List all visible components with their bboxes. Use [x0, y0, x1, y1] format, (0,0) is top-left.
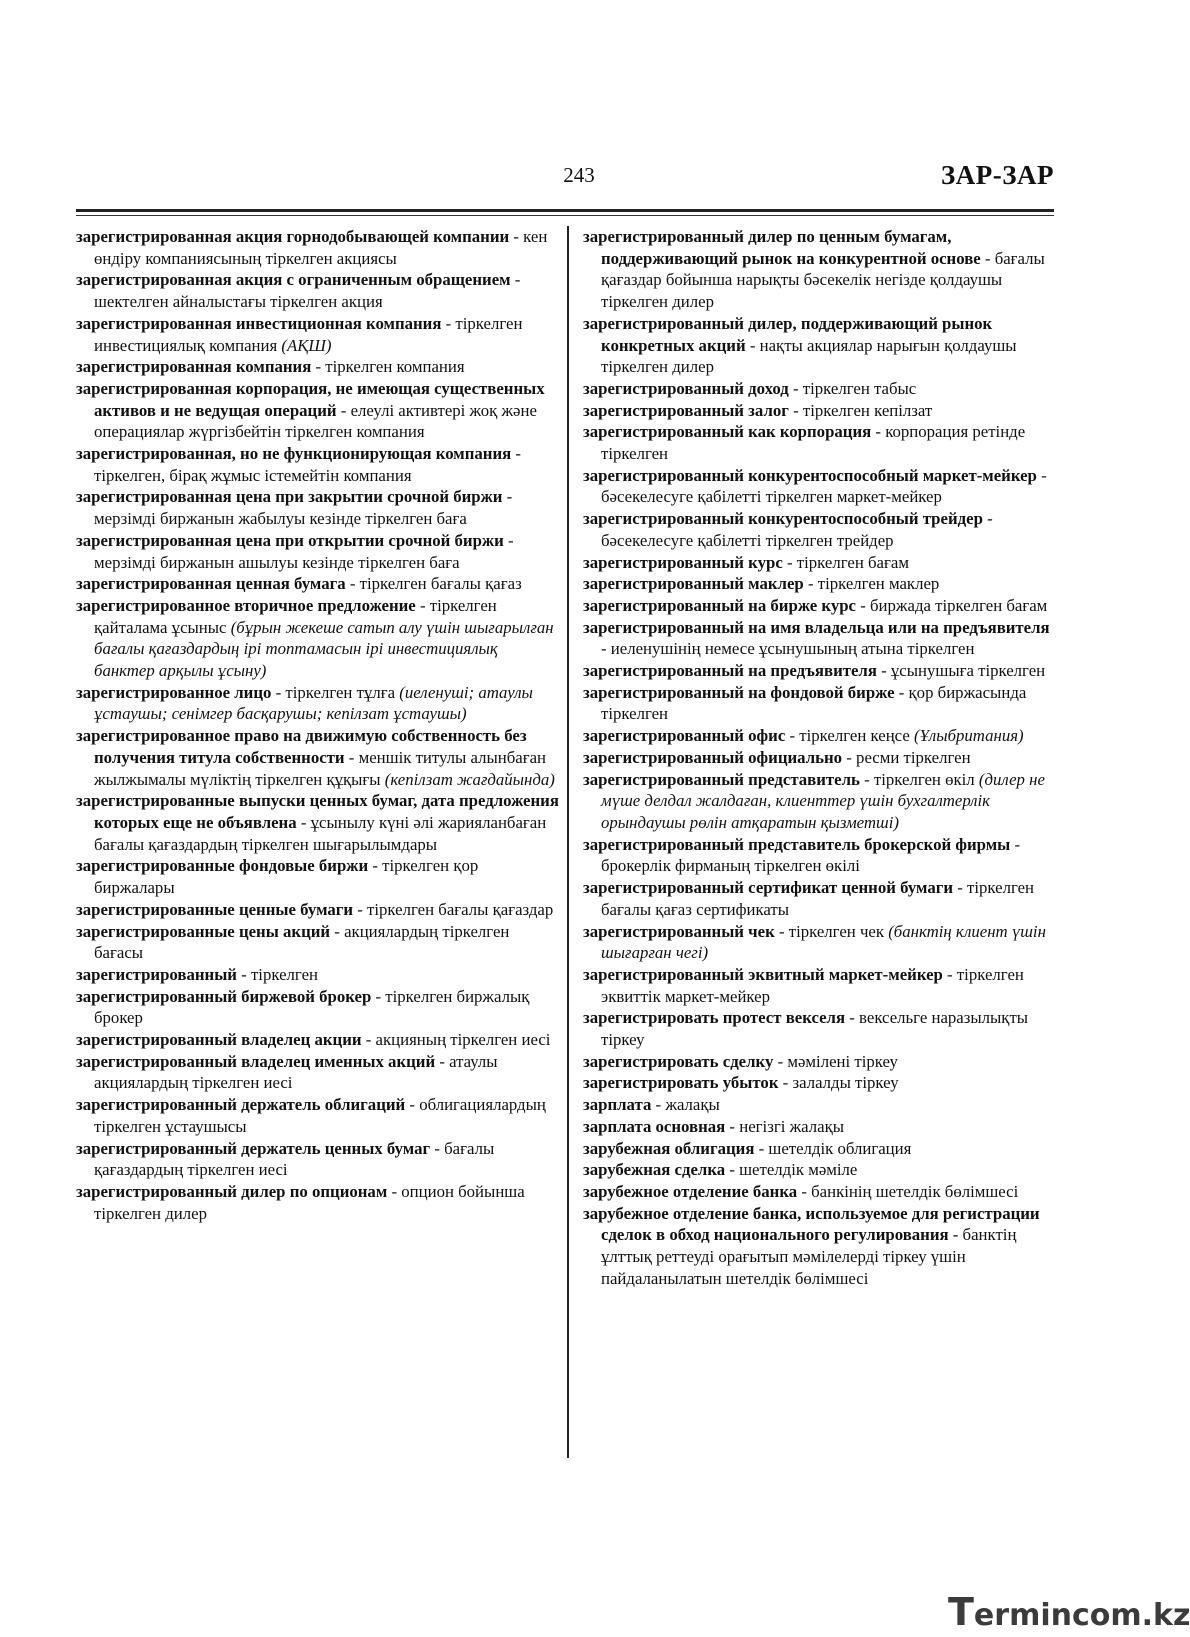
entry-term: зарегистрированный на фондовой бирже [583, 682, 895, 702]
entry-term: зарегистрированная акция горнодобывающей компании [76, 227, 510, 246]
entry-translation: тіркелген бағалы қағаздар [367, 899, 554, 919]
entry-term: зарегистрированный на бирже курс [583, 595, 857, 615]
entry-separator: - [725, 1116, 740, 1136]
dictionary-entry [583, 660, 1055, 682]
entry-separator: - [601, 639, 611, 659]
entry-translation: биржада тіркелген бағам [870, 595, 1048, 615]
entry-separator: - [1036, 465, 1047, 485]
entry-translation: тіркелген кеңсе [799, 726, 914, 746]
entry-translation: шетелдік мәміле [739, 1160, 858, 1180]
entry-separator: - [509, 227, 524, 246]
dictionary-entry [76, 443, 562, 486]
entry-term: зарегистрированная акция с ограниченным обращением [76, 270, 511, 290]
entry-separator: - [296, 812, 311, 832]
entry-term: зарегистрированный чек [583, 921, 775, 941]
dictionary-entry [583, 1072, 1055, 1094]
entry-translation: тіркелген қайталама ұсыныс [94, 595, 497, 637]
dictionary-entry [583, 1181, 1055, 1203]
entry-separator: - [651, 1095, 666, 1115]
entry-term: зарегистрированные ценные бумаги [76, 899, 354, 919]
dictionary-entry [583, 313, 1055, 378]
dictionary-entry [583, 573, 1055, 595]
entry-translation: банкінің шетелдік бөлімшесі [811, 1181, 1019, 1201]
entry-separator: - [415, 595, 430, 615]
entry-separator: - [845, 1008, 860, 1028]
entry-translation: кен өндіру компаниясының тіркелген акциясы [94, 227, 548, 268]
entry-translation: бағалы қағаздар бойынша нарықты бәсекелік негізде қолдаушы тіркелген дилер [601, 248, 1045, 312]
entry-translation: ұсынушыға тіркелген [890, 661, 1046, 681]
entry-translation: корпорация ретінде тіркелген [601, 422, 1026, 464]
right-column [583, 226, 1055, 1289]
entry-term: зарубежная облигация [583, 1138, 755, 1158]
dictionary-entry [583, 682, 1055, 725]
entry-translation: мәмілені тіркеу [787, 1051, 898, 1071]
entry-note: (АҚШ) [281, 335, 332, 355]
dictionary-entry [76, 986, 562, 1029]
entry-translation: тіркелген чек [788, 921, 889, 941]
entry-translation: мерзімді биржанын ашылуы кезінде тіркелген баға [94, 552, 460, 572]
entry-separator: - [344, 747, 359, 767]
dictionary-entry [76, 964, 562, 986]
entry-term: зарплата основная [583, 1116, 726, 1136]
entry-term: зарегистрированный эквитный маркет-мейкер [583, 964, 943, 984]
entry-translation: тіркелген [250, 964, 319, 984]
entry-separator: - [503, 530, 514, 550]
entry-separator: - [510, 270, 521, 290]
entry-separator: - [745, 335, 760, 355]
entry-translation: тіркелген компания [325, 357, 465, 377]
entry-separator: - [894, 682, 909, 702]
left-column [76, 226, 562, 1224]
dictionary-entry [583, 378, 1055, 400]
entry-separator: - [778, 1073, 793, 1093]
entry-translation: тіркелген табыс [802, 378, 917, 398]
entry-translation: ресми тіркелген [856, 747, 971, 767]
entry-translation: вексельге наразылықты тіркеу [601, 1008, 1029, 1050]
entry-translation: мерзімді биржанын жабылуы кезінде тіркелген баға [94, 509, 467, 529]
entry-term: зарегистрированный курс [583, 552, 783, 572]
entry-separator: - [788, 400, 803, 420]
dictionary-entry [583, 421, 1055, 464]
entry-translation: тіркелген инвестициялық компания [94, 313, 523, 355]
entry-term: зарубежная сделка [583, 1160, 726, 1180]
entry-term: зарегистрировать убыток [583, 1073, 779, 1093]
entry-translation: тіркелген бағалы қағаз сертификаты [601, 878, 1035, 919]
entry-term: зарегистрированный дилер, поддерживающий рынок конкретных акций [583, 313, 993, 355]
dictionary-entry [583, 465, 1055, 508]
entry-term: зарегистрированный на предъявителя [583, 661, 877, 681]
entry-translation: атаулы акциялардың тіркелген иесі [94, 1051, 498, 1093]
entry-separator: - [345, 574, 360, 594]
dictionary-entry [76, 356, 562, 378]
entry-separator: - [797, 1181, 812, 1201]
entry-separator: - [311, 357, 326, 377]
entry-term: зарегистрированное лицо [76, 682, 272, 702]
entry-separator: - [876, 661, 891, 681]
dictionary-entry [583, 964, 1055, 1007]
dictionary-entry [76, 725, 562, 790]
entry-separator: - [405, 1095, 420, 1115]
dictionary-entry [76, 1138, 562, 1181]
dictionary-entry [76, 1029, 562, 1051]
entry-separator: - [785, 726, 800, 746]
dictionary-entry [76, 486, 562, 529]
entry-separator: - [502, 487, 513, 507]
dictionary-entry [583, 1203, 1055, 1290]
entry-term: зарегистрировать протест векселя [583, 1008, 846, 1028]
entry-term: зарубежное отделение банка [583, 1181, 798, 1201]
entry-separator: - [953, 878, 967, 898]
entry-translation: бәсекелесуге қабілетті тіркелген трейдер [601, 530, 894, 550]
entry-separator: - [982, 509, 993, 529]
entry-separator: - [330, 921, 345, 941]
entry-translation: тіркелген тұлға [285, 682, 400, 702]
dictionary-entry [583, 552, 1055, 574]
entry-term: зарегистрированный офис [583, 726, 786, 746]
entry-translation: меншік титулы алынбаған жылжымалы мүліктің тіркелген құқығы [94, 747, 547, 789]
entry-translation: қор биржасында тіркелген [601, 682, 1027, 724]
entry-term: зарегистрированная цена при открытии срочной биржи [76, 530, 504, 550]
entry-term: зарегистрированный сертификат ценной бумаги [583, 878, 954, 898]
entry-term: зарегистрированная компания [76, 357, 312, 377]
entry-translation: негізгі жалақы [739, 1116, 845, 1136]
logo-wordmark: ermincom.kz [973, 1598, 1190, 1633]
entry-separator: - [856, 595, 870, 615]
entry-separator: - [236, 964, 251, 984]
entry-translation: облигациялардың тіркелген ұстаушысы [94, 1095, 546, 1136]
entry-translation: тіркелген, бірақ жұмыс істемейтін компания [94, 465, 412, 485]
dictionary-entry [76, 1051, 562, 1094]
entry-separator: - [361, 1030, 376, 1050]
dictionary-entry [76, 790, 562, 855]
entry-term: зарубежное отделение банка, используемое для регистрации сделок в обход национального регулирования [583, 1203, 1040, 1245]
entry-translation: тіркелген кепілзат [802, 400, 933, 420]
entry-translation: елеулі активтері жоқ және операциялар жүргізбейтін тіркелген компания [94, 400, 537, 442]
entry-term: зарегистрированные фондовые биржи [76, 856, 369, 876]
dictionary-entry [583, 877, 1055, 920]
entry-separator: - [980, 248, 995, 268]
entry-note: (иеленуші; атаулы ұстаушы; сенімгер басқарушы; кепілзат ұстаушы) [94, 682, 533, 724]
entry-separator: - [371, 986, 386, 1006]
entry-separator: - [782, 552, 797, 572]
entry-separator: - [942, 964, 957, 984]
entry-translation: тіркелген эквиттік маркет-мейкер [601, 964, 1024, 1006]
entry-term: зарегистрированный конкурентоспособный трейдер [583, 509, 983, 529]
entry-separator: - [441, 313, 456, 333]
entry-translation: бағалы қағаздардың тіркелген иесі [94, 1138, 495, 1180]
entry-term: зарегистрированный залог [583, 400, 789, 420]
header-rule-thin [76, 215, 1054, 216]
dictionary-entry [583, 1094, 1055, 1116]
entry-translation: залалды тіркеу [792, 1073, 899, 1093]
dictionary-entry [76, 313, 562, 356]
entry-term: зарегистрированный дилер по ценным бумагам, поддерживающий рынок на конкурентной основе [583, 227, 981, 268]
entry-term: зарегистрированный официально [583, 747, 843, 767]
header-rule-thick [76, 209, 1054, 212]
entry-term: зарегистрированный владелец акции [76, 1030, 362, 1050]
entry-separator: - [859, 769, 874, 789]
entry-note: (бұрын жекеше сатып алу үшін шығарылған бағалы қағаздардың ірі топтамасын ірі инвестициялық банктер арқылы ұсыну) [94, 617, 554, 681]
dictionary-entry [76, 530, 562, 573]
entry-separator: - [353, 899, 368, 919]
entry-term: зарегистрированное право на движимую собственность без получения титула собственности [76, 726, 527, 767]
entry-translation: шектелген айналыстағы тіркелген акция [94, 292, 383, 312]
entry-term: зарегистрированная, но не функционирующая компания [76, 444, 512, 464]
entry-term: зарегистрированный маклер [583, 574, 804, 594]
dictionary-entry [583, 1159, 1055, 1181]
entry-translation: жалақы [665, 1095, 720, 1115]
dictionary-entry [583, 725, 1055, 747]
entry-separator: - [803, 574, 818, 594]
entry-translation: брокерлік фирманың тіркелген өкілі [601, 856, 860, 876]
entry-translation: шетелдік облигация [768, 1138, 912, 1158]
dictionary-entry [583, 1116, 1055, 1138]
entry-separator: - [774, 921, 789, 941]
entry-separator: - [368, 856, 383, 876]
entry-separator: - [754, 1138, 769, 1158]
dictionary-entry [583, 834, 1055, 877]
entry-term: зарегистрированный владелец именных акций [76, 1051, 436, 1071]
entry-separator: - [435, 1051, 450, 1071]
entry-term: зарегистрированный биржевой брокер [76, 986, 372, 1006]
dictionary-entry [583, 595, 1055, 617]
entry-term: зарегистрированный представитель [583, 769, 860, 789]
entry-translation: бәсекелесуге қабілетті тіркелген маркет-мейкер [601, 487, 942, 507]
entry-translation: ұсынылу күні әлі жарияланбаған бағалы қағаздардың тіркелген шығарылымдары [94, 812, 547, 854]
entry-term: зарегистрировать сделку [583, 1051, 774, 1071]
entry-term: зарегистрированные выпуски ценных бумаг, дата предложения которых еще не объявлена [76, 791, 559, 832]
dictionary-entry [76, 1094, 562, 1137]
entry-term: зарегистрированная цена при закрытии срочной биржи [76, 487, 503, 507]
entry-separator: - [773, 1051, 788, 1071]
running-head: ЗАР-ЗАР [941, 160, 1054, 190]
dictionary-entry [583, 400, 1055, 422]
entry-separator: - [511, 444, 521, 464]
dictionary-entry [76, 1181, 562, 1224]
entry-separator: - [271, 682, 286, 702]
entry-translation: тіркелген маклер [817, 574, 940, 594]
entry-note: (банктің клиент үшін шығарған чегі) [601, 921, 1046, 963]
dictionary-entry [76, 899, 562, 921]
entry-term: зарегистрированный доход [583, 378, 789, 398]
dictionary-entry [76, 226, 562, 269]
entry-term: зарегистрированная корпорация, не имеющая существенных активов и не ведущая операций [76, 378, 545, 420]
entry-note: (кепілзат жағдайында) [384, 769, 555, 789]
entry-term: зарегистрированный как корпорация [583, 422, 872, 442]
dictionary-entry [583, 226, 1055, 313]
entry-translation: иеленушінің немесе ұсынушының атына тіркелген [610, 639, 975, 659]
entry-term: зарегистрированная ценная бумага [76, 574, 346, 594]
entry-term: зарегистрированный на имя владельца или на предъявителя [583, 617, 1050, 637]
entry-translation: тіркелген биржалық брокер [94, 986, 530, 1028]
entry-separator: - [430, 1138, 445, 1158]
entry-separator: - [725, 1160, 740, 1180]
entry-separator: - [788, 378, 803, 398]
logo-initial: T [948, 1590, 974, 1634]
entry-separator: - [336, 400, 351, 420]
dictionary-entry [76, 378, 562, 443]
entry-term: зарегистрированный представитель брокерской фирмы [583, 834, 1011, 854]
entry-term: зарегистрированный держатель ценных бумаг [76, 1138, 431, 1158]
entry-note: (дилер не мүше делдал жалдаған, клиенттер үшін бухгалтерлік орындаушы рөлін атқаратын қызметші) [601, 769, 1045, 832]
entry-translation: тіркелген бағалы қағаз [359, 574, 522, 594]
entry-translation: акциялардың тіркелген бағасы [94, 921, 510, 963]
entry-term: зарегистрированное вторичное предложение [76, 595, 416, 615]
entry-translation: тіркелген өкіл [873, 769, 979, 789]
column-divider [567, 226, 569, 1458]
entry-separator: - [387, 1181, 402, 1201]
entry-translation: нақты акциялар нарығын қолдаушы тіркелген дилер [601, 335, 1017, 377]
dictionary-entry [76, 573, 562, 595]
dictionary-entry [76, 855, 562, 898]
entry-separator: - [871, 422, 886, 442]
dictionary-entry [76, 595, 562, 682]
dictionary-entry [583, 1138, 1055, 1160]
dictionary-entry [583, 921, 1055, 964]
entry-term: зарегистрированный дилер по опционам [76, 1181, 388, 1201]
dictionary-entry [76, 682, 562, 725]
entry-translation: акцияның тіркелген иесі [375, 1030, 551, 1050]
entry-term: зарегистрированный держатель облигаций [76, 1095, 406, 1115]
dictionary-entry [76, 921, 562, 964]
entry-translation: тіркелген қор биржалары [94, 856, 479, 898]
entry-term: зарплата [583, 1095, 652, 1115]
entry-term: зарегистрированный конкурентоспособный маркет-мейкер [583, 465, 1037, 485]
entry-separator: - [948, 1225, 963, 1245]
entry-separator: - [1010, 834, 1021, 854]
dictionary-entry [583, 617, 1055, 660]
entry-translation: опцион бойынша тіркелген дилер [94, 1181, 525, 1223]
dictionary-entry [583, 1007, 1055, 1050]
entry-term: зарегистрированная инвестиционная компания [76, 313, 442, 333]
entry-term: зарегистрированный [76, 964, 237, 984]
termincom-logo [948, 1590, 1190, 1634]
entry-separator: - [842, 747, 857, 767]
entry-term: зарегистрированные цены акций [76, 921, 331, 941]
entry-translation: банктің ұлттық реттеуді орағытып мәмілелерді тіркеу үшін пайдаланылатын шетелдік бөлімшесі [601, 1225, 1017, 1288]
dictionary-entry [76, 269, 562, 312]
entry-note: (Ұлыбритания) [913, 726, 1024, 746]
dictionary-entry [583, 747, 1055, 769]
dictionary-entry [583, 769, 1055, 834]
dictionary-entry [583, 508, 1055, 551]
dictionary-entry [583, 1051, 1055, 1073]
page-number: 243 [563, 163, 595, 187]
entry-translation: тіркелген бағам [796, 552, 909, 572]
